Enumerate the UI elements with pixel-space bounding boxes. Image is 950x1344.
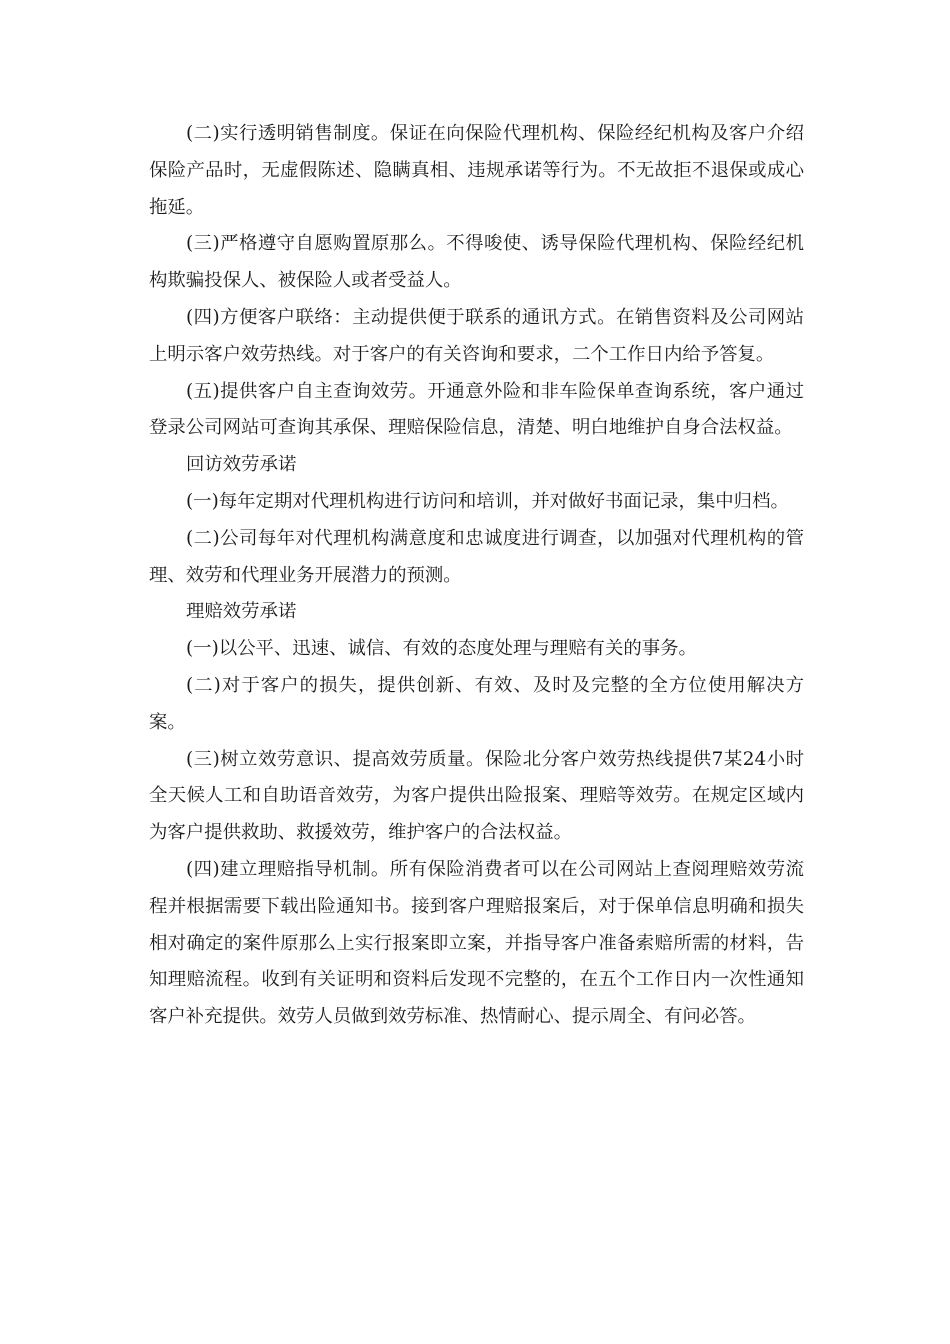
paragraph-customer-contact: (四)方便客户联络：主动提供便于联系的通讯方式。在销售资料及公司网站上明示客户效劳热线。对于客户的有关咨询和要求，二个工作日内给予答复。 [149,306,804,365]
section-heading-revisit-service: 回访效劳承诺 [186,454,297,476]
paragraph-service-hotline: (三)树立效劳意识、提高效劳质量。保险北分客户效劳热线提供7某24小时全天候人工和自助语音效劳，为客户提供出险报案、理赔等效劳。在规定区域内为客户提供救助、救援效劳，维护客户的合法权益。 [149,748,804,844]
paragraph-agency-visits: (一)每年定期对代理机构进行访问和培训，并对做好书面记录，集中归档。 [186,490,789,512]
paragraph-transparent-sales: (二)实行透明销售制度。保证在向保险代理机构、保险经纪机构及客户介绍保险产品时，无虚假陈述、隐瞒真相、违规承诺等行为。不无故拒不退保或成心拖延。 [149,123,804,218]
paragraph-voluntary-purchase: (三)严格遵守自愿购置原那么。不得唆使、诱导保险代理机构、保险经纪机构欺骗投保人、被保险人或者受益人。 [149,233,804,292]
paragraph-fair-claims: (一)以公平、迅速、诚信、有效的态度处理与理赔有关的事务。 [186,638,697,660]
paragraph-claims-guidance: (四)建立理赔指导机制。所有保险消费者可以在公司网站上查阅理赔效劳流程并根据需要下载出险通知书。接到客户理赔报案后，对于保单信息明确和损失相对确定的案件原那么上实行报案即立案，并指导客户准备索赔所需的材料，告知理赔流程。收到有关证明和资料后发现不完整的，在五个工作日内一次性通知客户补充提供。效劳人员做到效劳标准、热情耐心、提示周全、有问必答。 [149,858,804,1028]
document-body [149,116,804,1036]
paragraph-agency-survey: (二)公司每年对代理机构满意度和忠诚度进行调查，以加强对代理机构的管理、效劳和代理业务开展潜力的预测。 [149,527,804,586]
paragraph-loss-solutions: (二)对于客户的损失，提供创新、有效、及时及完整的全方位使用解决方案。 [149,674,804,733]
section-heading-claims-service: 理赔效劳承诺 [186,601,297,623]
paragraph-self-service-query: (五)提供客户自主查询效劳。开通意外险和非车险保单查询系统，客户通过登录公司网站可查询其承保、理赔保险信息，清楚、明白地维护自身合法权益。 [149,380,804,439]
